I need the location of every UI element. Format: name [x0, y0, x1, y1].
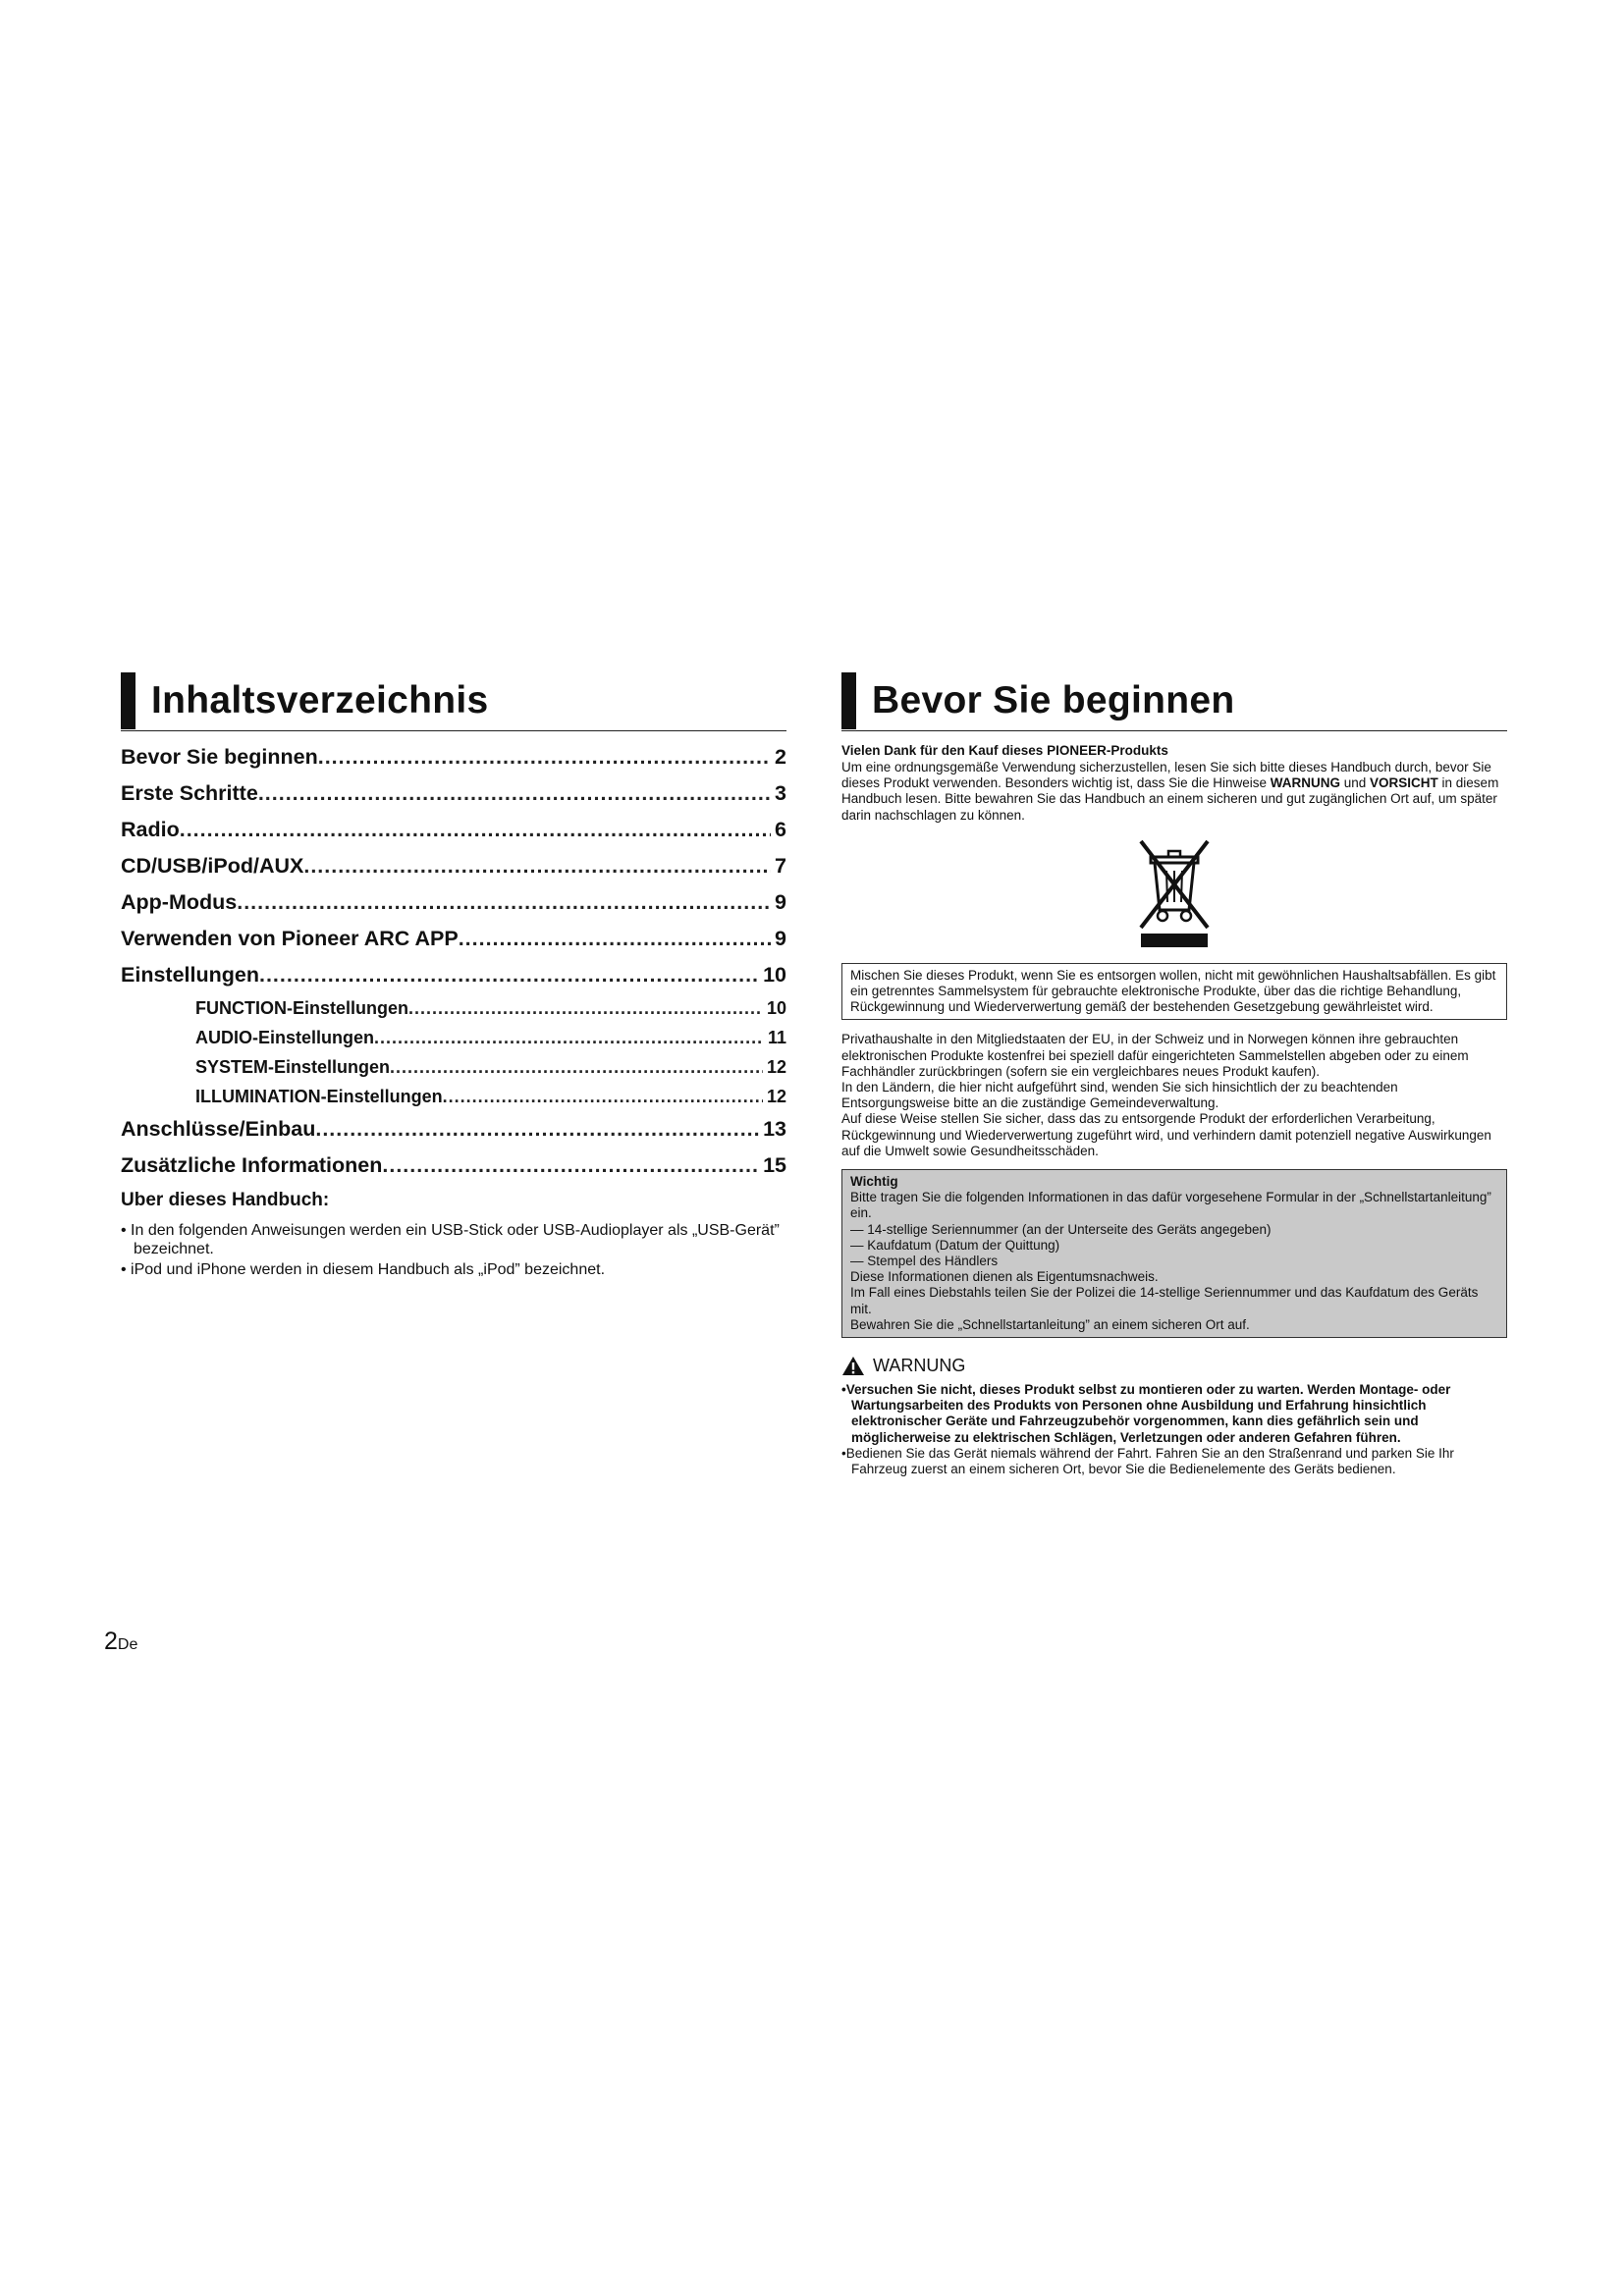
- toc-entry-title: Bevor Sie beginnen: [121, 745, 318, 769]
- toc-entry-page: 6: [775, 818, 786, 841]
- household-paragraph: Privathaushalte in den Mitgliedstaaten der EU, in der Schweiz und in Norwegen können ihre gebrauchten elektronischen Produkte kostenfrei bei speziell dafür eingerichteten Sammelstellen abgeben oder zu einem Fachhändler zurückbringen (sofern sie ein vergleichbares neues Produkt kaufen).: [841, 1032, 1469, 1079]
- toc-sub-entry[interactable]: [121, 1082, 786, 1111]
- before-you-begin-column: [841, 671, 1507, 1477]
- toc-entry[interactable]: [121, 957, 786, 993]
- warnung-keyword: WARNUNG: [1270, 775, 1340, 791]
- toc-sub-entry-title: SYSTEM-Einstellungen: [195, 1057, 391, 1077]
- toc-entry-page: 9: [775, 927, 786, 950]
- list-item: • In den folgenden Anweisungen werden ein USB-Stick oder USB-Audioplayer als „USB-Gerät” bezeichnet.: [121, 1221, 786, 1258]
- toc-sub-entry[interactable]: [121, 1052, 786, 1082]
- toc-sub-entry-page: 10: [766, 998, 786, 1018]
- page-language-code: De: [117, 1636, 138, 1653]
- household-paragraph: In den Ländern, die hier nicht aufgeführt sind, wenden Sie sich hinsichtlich der zu beachtenden Entsorgungsweise bitte an die zuständige Gemeindeverwaltung.: [841, 1080, 1398, 1111]
- toc-entry[interactable]: [121, 884, 786, 921]
- toc-sub-entry-title: FUNCTION-Einstellungen: [195, 998, 408, 1018]
- household-paragraphs: [841, 1032, 1507, 1159]
- toc-entry[interactable]: [121, 812, 786, 848]
- important-line: Im Fall eines Diebstahls teilen Sie der Polizei die 14-stellige Seriennummer und das Kaufdatum des Geräts mit.: [850, 1285, 1479, 1316]
- heading-bar: [841, 672, 856, 729]
- important-line: — 14-stellige Seriennummer (an der Unterseite des Geräts angegeben): [850, 1221, 1272, 1237]
- list-item: • Versuchen Sie nicht, dieses Produkt selbst zu montieren oder zu warten. Werden Montage- oder Wartungsarbeiten des Produkts von Personen ohne Ausbildung und Erfahrung hinsichtlich elektronischer Geräte und Fahrzeugzubehör vorgenommen, kann dies gefährlich sein und möglicherweise zu elektrischen Schlägen, Verletzungen oder anderen Gefahren führen.: [841, 1382, 1507, 1446]
- weee-symbol: [841, 835, 1507, 949]
- toc-entry[interactable]: [121, 1111, 786, 1148]
- toc-sub-entry[interactable]: [121, 993, 786, 1023]
- toc-entry-page: 13: [763, 1117, 786, 1141]
- important-line: — Kaufdatum (Datum der Quittung): [850, 1237, 1060, 1253]
- toc-entry-page: 2: [775, 745, 786, 769]
- household-paragraph: Auf diese Weise stellen Sie sicher, dass das zu entsorgende Produkt der erforderlichen Verarbeitung, Rückgewinnung und Wiederverwertung zugeführt wird, und verhindern damit potenziell negative Auswirkungen auf die Umwelt sowie Gesundheitsschäden.: [841, 1111, 1491, 1158]
- toc-entry-title: Erste Schritte: [121, 781, 258, 805]
- toc-entry-title: Einstellungen: [121, 963, 259, 987]
- before-heading-text: Bevor Sie beginnen: [872, 679, 1235, 721]
- important-line: Bitte tragen Sie die folgenden Informationen in das dafür vorgesehene Formular in der „Schnellstartanleitung” ein.: [850, 1190, 1491, 1221]
- warning-label: WARNUNG: [873, 1356, 966, 1376]
- warning-triangle-icon: [841, 1356, 865, 1376]
- toc-entry[interactable]: [121, 1148, 786, 1184]
- crossed-out-wheelie-bin-icon: [1135, 835, 1214, 949]
- intro-paragraph: Um eine ordnungsgemäße Verwendung sicherzustellen, lesen Sie sich bitte dieses Handbuch durch, bevor Sie dieses Produkt verwenden. Besonders wichtig ist, dass Sie die Hinweise WARNUNG und VORSICHT in diesem Handbuch lesen. Bitte bewahren Sie das Handbuch an einem sicheren und gut zugänglichen Ort auf, um später darin nachschlagen zu können.: [841, 760, 1499, 823]
- toc-sub-entry-title: AUDIO-Einstellungen: [195, 1028, 375, 1047]
- page-number-value: 2: [104, 1628, 118, 1655]
- disposal-notice-box: Mischen Sie dieses Produkt, wenn Sie es entsorgen wollen, nicht mit gewöhnlichen Haushaltsabfällen. Es gibt ein getrenntes Sammelsystem für gebrauchte elektronische Produkte, über das die richtige Behandlung, Rückgewinnung und Wiederverwertung gemäß der bestehenden Gesetzgebung gewährleistet wird.: [841, 963, 1507, 1021]
- toc-entry[interactable]: [121, 739, 786, 775]
- important-line: Diese Informationen dienen als Eigentumsnachweis.: [850, 1269, 1159, 1285]
- toc-sub-entry[interactable]: [121, 1023, 786, 1052]
- vorsicht-keyword: VORSICHT: [1370, 775, 1438, 791]
- toc-entry-page: 7: [775, 854, 786, 878]
- toc-entry-title: Radio: [121, 818, 180, 841]
- toc-sub-entry-title: ILLUMINATION-Einstellungen: [195, 1087, 443, 1106]
- warning-heading: [841, 1356, 1507, 1376]
- page-number: [104, 1628, 137, 1656]
- toc-heading: [121, 671, 786, 731]
- important-line: Bewahren Sie die „Schnellstartanleitung” an einem sicheren Ort auf.: [850, 1316, 1250, 1332]
- heading-bar: [121, 672, 135, 729]
- toc-entry-title: Anschlüsse/Einbau: [121, 1117, 316, 1141]
- toc-entry-title: Verwenden von Pioneer ARC APP: [121, 927, 459, 950]
- toc-entry-page: 3: [775, 781, 786, 805]
- thanks-title: Vielen Dank für den Kauf dieses PIONEER-Produkts: [841, 743, 1168, 758]
- toc-entry-page: 15: [763, 1153, 786, 1177]
- list-item: • Bedienen Sie das Gerät niemals während der Fahrt. Fahren Sie an den Straßenrand und parken Sie Ihr Fahrzeug zuerst an einem sicheren Ort, bevor Sie die Bedienelemente des Geräts bedienen.: [841, 1446, 1507, 1477]
- toc-entry-title: CD/USB/iPod/AUX: [121, 854, 304, 878]
- toc-sub-entry-page: 12: [766, 1087, 786, 1106]
- important-line: — Stempel des Händlers: [850, 1254, 999, 1269]
- about-manual-heading: Uber dieses Handbuch:: [121, 1190, 330, 1210]
- before-heading: [841, 671, 1507, 731]
- toc-column: [121, 671, 786, 1281]
- warning-list: [841, 1382, 1507, 1477]
- toc-sub-entry-page: 11: [767, 1028, 786, 1047]
- about-manual-list: [121, 1221, 786, 1279]
- important-box: [841, 1169, 1507, 1338]
- table-of-contents: [121, 739, 786, 1184]
- toc-entry[interactable]: [121, 775, 786, 812]
- toc-entry-page: 9: [775, 890, 786, 914]
- toc-entry[interactable]: [121, 848, 786, 884]
- toc-entry-page: 10: [763, 963, 786, 987]
- important-title: Wichtig: [850, 1174, 898, 1190]
- toc-sub-entry-page: 12: [766, 1057, 786, 1077]
- toc-entry-title: Zusätzliche Informationen: [121, 1153, 383, 1177]
- toc-entry-title: App-Modus: [121, 890, 238, 914]
- list-item: • iPod und iPhone werden in diesem Handbuch als „iPod” bezeichnet.: [121, 1260, 786, 1279]
- toc-heading-text: Inhaltsverzeichnis: [151, 679, 489, 721]
- toc-entry[interactable]: [121, 921, 786, 957]
